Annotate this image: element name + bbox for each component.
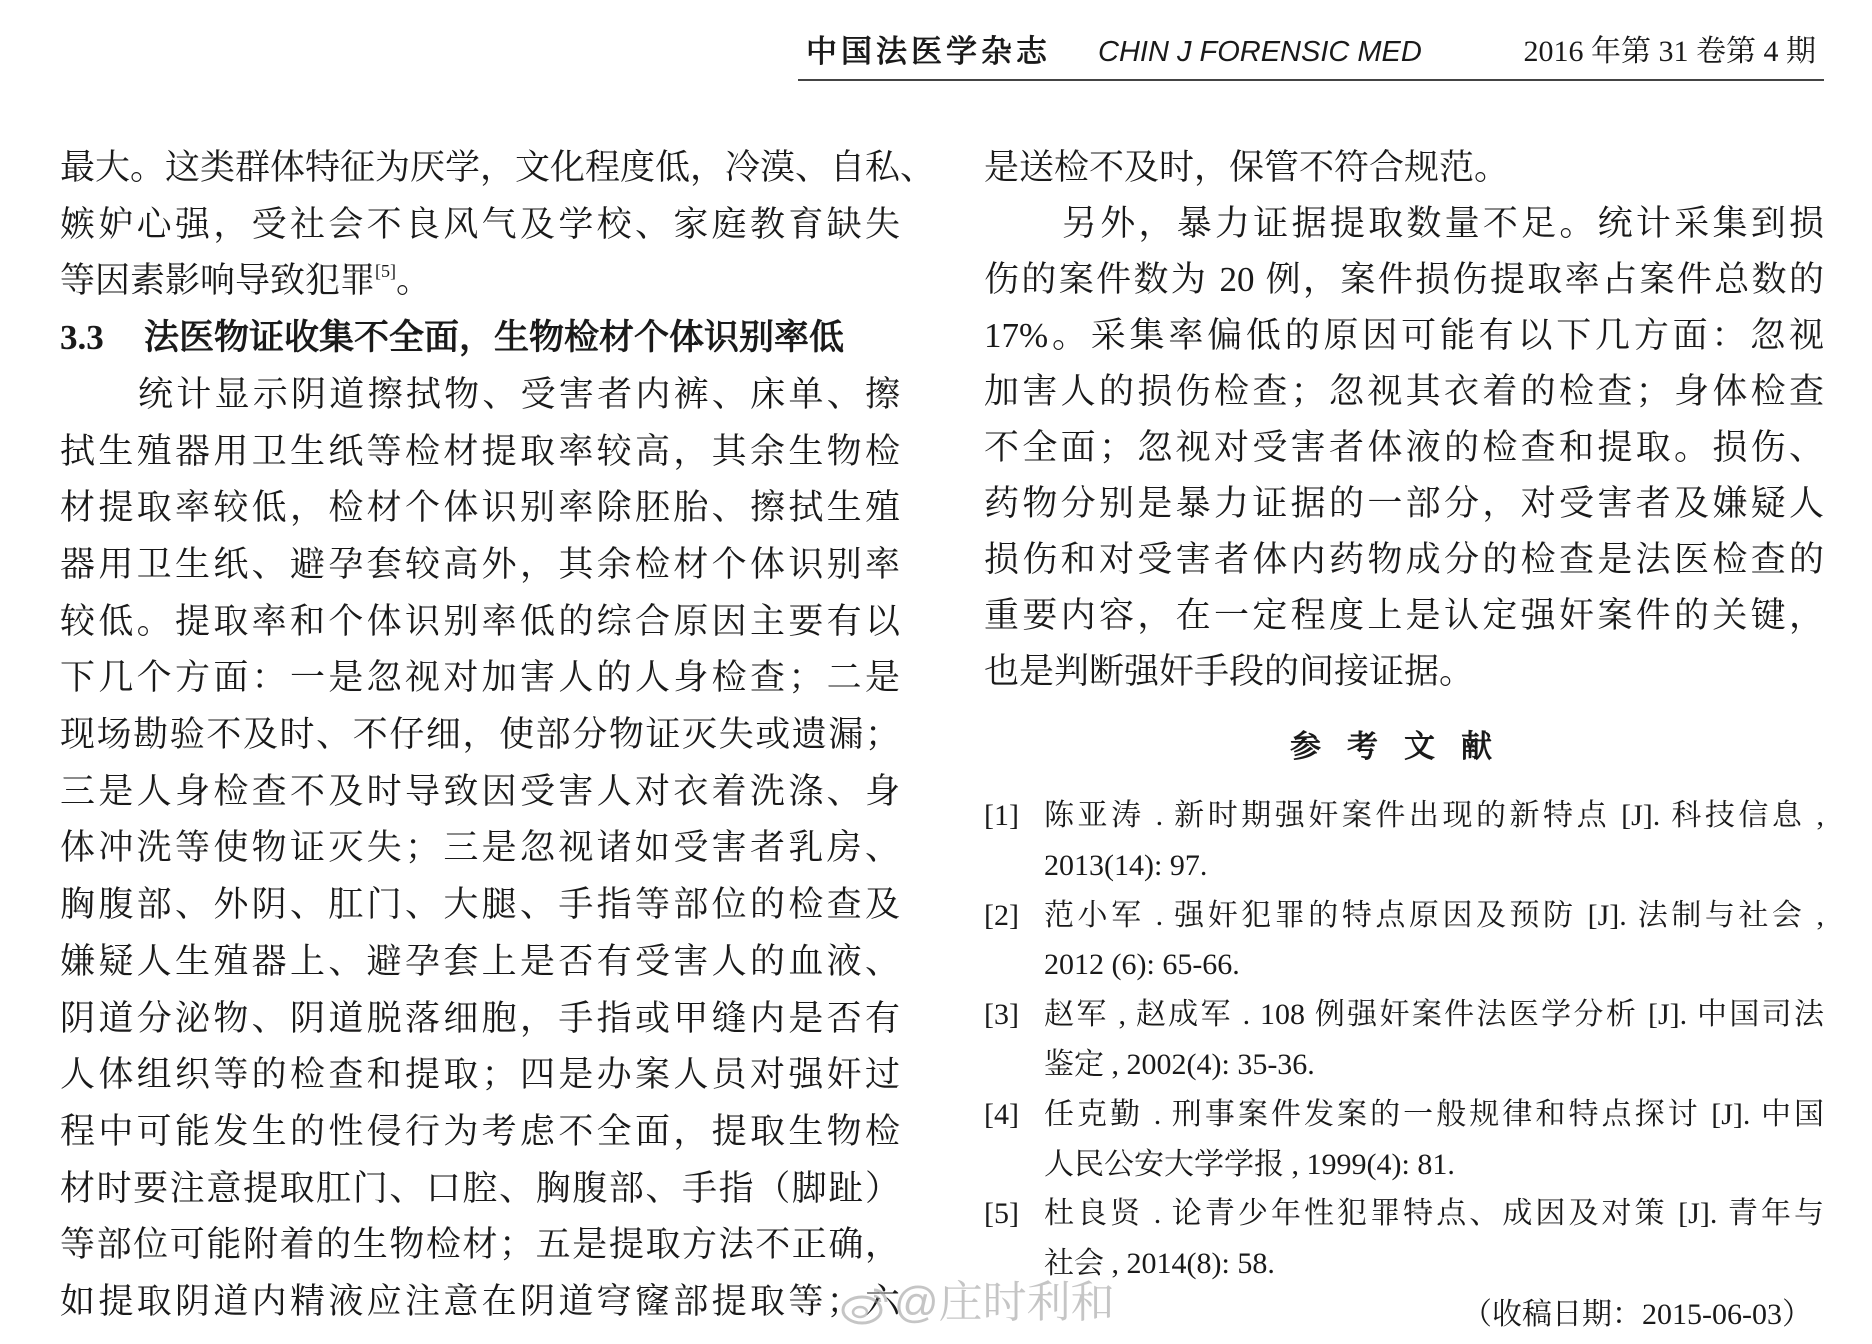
text-line: 另外，暴力证据提取数量不足。统计采集到损 bbox=[1062, 204, 1824, 243]
text-line: 是送检不及时，保管不符合规范。 bbox=[984, 148, 1510, 187]
text-line: 胸腹部、外阴、肛门、大腿、手指等部位的检查及 bbox=[60, 885, 900, 925]
reference-text: 人民公安大学学报 , 1999(4): 81. bbox=[1044, 1147, 1455, 1181]
watermark-text: @庄时利和 bbox=[894, 1278, 1115, 1327]
receipt-date: （收稿日期：2015-06-03） bbox=[1462, 1298, 1812, 1331]
reference-text: 赵军 , 赵成军 . 108 例强奸案件法医学分析 [J]. 中国司法 bbox=[1044, 998, 1824, 1032]
text-line: 统计显示阴道擦拭物、受害者内裤、床单、擦 bbox=[138, 374, 900, 414]
text-line: 也是判断强奸手段的间接证据。 bbox=[984, 652, 1475, 691]
reference-text: 鉴定 , 2002(4): 35-36. bbox=[1044, 1048, 1315, 1081]
text-line: 嫌疑人生殖器上、避孕套上是否有受害人的血液、 bbox=[60, 941, 900, 981]
text-line: 材时要注意提取肛门、口腔、胸腹部、手指（脚趾） bbox=[60, 1168, 900, 1208]
text-line: 伤的案件数为 20 例，案件损伤提取率占案件总数的 bbox=[984, 260, 1824, 299]
journal-title-en: CHIN J FORENSIC MED bbox=[1098, 36, 1422, 68]
text-line: 如提取阴道内精液应注意在阴道穹窿部提取等；六 bbox=[60, 1282, 900, 1321]
text-line: 下几个方面：一是忽视对加害人的人身检查；二是 bbox=[60, 658, 900, 698]
references-title: 参考文献 bbox=[1290, 729, 1518, 764]
text-line: 损伤和对受害者体内药物成分的检查是法医检查的 bbox=[984, 540, 1824, 579]
text-line: 加害人的损伤检查；忽视其衣着的检查；身体检查 bbox=[984, 372, 1824, 411]
journal-title-cn: 中国法医学杂志 bbox=[806, 34, 1051, 69]
reference-text: 任克勤 . 刑事案件发案的一般规律和特点探讨 [J]. 中国 bbox=[1044, 1097, 1824, 1131]
text-line: 三是人身检查不及时导致因受害人对衣着洗涤、身 bbox=[60, 771, 900, 811]
text-line: 较低。提取率和个体识别率低的综合原因主要有以 bbox=[60, 601, 900, 641]
weibo-icon bbox=[840, 1284, 890, 1326]
reference-text: 范小军 . 强奸犯罪的特点原因及预防 [J]. 法制与社会 , bbox=[1044, 898, 1824, 932]
text-line: 药物分别是暴力证据的一部分，对受害者及嫌疑人 bbox=[984, 484, 1824, 523]
text-line: 拭生殖器用卫生纸等检材提取率较高，其余生物检 bbox=[60, 431, 900, 471]
section-title: 法医物证收集不全面，生物检材个体识别率低 bbox=[144, 318, 845, 358]
reference-text: 陈亚涛 . 新时期强奸案件出现的新特点 [J]. 科技信息 , bbox=[1044, 799, 1824, 832]
text-line: 器用卫生纸、避孕套较高外，其余检材个体识别率 bbox=[60, 544, 900, 584]
reference-number: [4] bbox=[984, 1097, 1019, 1131]
text-line: 等部位可能附着的生物检材；五是提取方法不正确， bbox=[60, 1225, 900, 1265]
reference-number: [3] bbox=[984, 998, 1019, 1032]
header-rule bbox=[798, 79, 1824, 81]
text-line: 不全面；忽视对受害者体液的检查和提取。损伤、 bbox=[984, 428, 1824, 467]
text-line: 重要内容，在一定程度上是认定强奸案件的关键， bbox=[984, 596, 1824, 635]
issue-info: 2016 年第 31 卷第 4 期 bbox=[1523, 35, 1816, 68]
text-line: 最大。这类群体特征为厌学，文化程度低，冷漠、自私、 bbox=[60, 148, 936, 187]
reference-number: [1] bbox=[984, 799, 1019, 832]
reference-text: 杜良贤 . 论青少年性犯罪特点、成因及对策 [J]. 青年与 bbox=[1044, 1197, 1824, 1231]
text-line: 17%。采集率偏低的原因可能有以下几方面：忽视 bbox=[984, 316, 1824, 355]
citation-ref: [5] bbox=[375, 261, 397, 282]
watermark bbox=[840, 1276, 1115, 1330]
reference-text: 社会 , 2014(8): 58. bbox=[1044, 1247, 1275, 1281]
reference-text: 2012 (6): 65-66. bbox=[1044, 948, 1240, 982]
text-line: 程中可能发生的性侵行为考虑不全面，提取生物检 bbox=[60, 1111, 900, 1151]
text-line: 现场勘验不及时、不仔细，使部分物证灭失或遗漏； bbox=[60, 715, 900, 754]
section-number: 3.3 bbox=[60, 318, 104, 358]
section-heading bbox=[60, 310, 900, 366]
text-line: 材提取率较低，检材个体识别率除胚胎、擦拭生殖 bbox=[60, 488, 900, 528]
reference-text: 2013(14): 97. bbox=[1044, 848, 1208, 882]
text-line: 嫉妒心强，受社会不良风气及学校、家庭教育缺失 bbox=[60, 204, 900, 244]
line-text: 等因素影响导致犯罪 bbox=[60, 261, 376, 301]
text-line: 人体组织等的检查和提取；四是办案人员对强奸过 bbox=[60, 1055, 900, 1095]
text-line: 体冲洗等使物证灭失；三是忽视诸如受害者乳房、 bbox=[60, 828, 900, 868]
reference-number: [5] bbox=[984, 1197, 1019, 1231]
text-line bbox=[60, 253, 900, 309]
text-line: 阴道分泌物、阴道脱落细胞，手指或甲缝内是否有 bbox=[60, 998, 900, 1038]
line-text-end: 。 bbox=[396, 261, 432, 301]
reference-number: [2] bbox=[984, 898, 1019, 932]
